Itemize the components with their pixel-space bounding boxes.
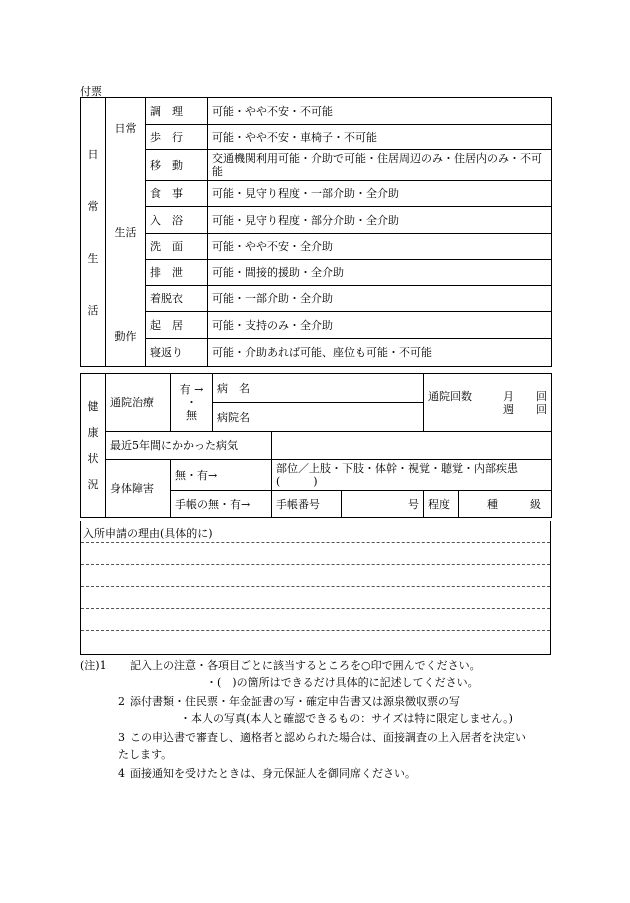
- health-group-label: 健 康 状 況: [81, 374, 106, 518]
- item-label: 移 動: [146, 150, 208, 181]
- item-label: 食 事: [146, 181, 208, 207]
- reason-line: [81, 630, 550, 631]
- health-status-table: [80, 373, 552, 518]
- disability-yes-no[interactable]: 無・有→: [171, 460, 272, 491]
- notebook-number-label: 手帳番号: [272, 491, 342, 518]
- item-options[interactable]: 可能・やや不安・不可能: [208, 98, 552, 125]
- item-label: 起 居: [146, 312, 208, 339]
- form-caption: 付票: [80, 85, 102, 98]
- daily-living-group-label: 日 常 生 活: [81, 98, 106, 367]
- item-options[interactable]: 交通機関利用可能・介助で可能・住居周辺のみ・住居内のみ・不可能: [208, 150, 552, 181]
- item-options[interactable]: 可能・見守り程度・部分介助・全介助: [208, 207, 552, 234]
- item-label: 洗 面: [146, 234, 208, 260]
- reason-line: [81, 586, 550, 587]
- daily-living-table: [80, 97, 552, 367]
- item-options[interactable]: 可能・やや不安・車椅子・不可能: [208, 125, 552, 150]
- hospital-yes-no[interactable]: 有 → ・ 無: [171, 374, 213, 432]
- item-options[interactable]: 可能・間接的援助・全介助: [208, 260, 552, 286]
- disability-label: 身体障害: [106, 460, 171, 518]
- reason-box[interactable]: [80, 521, 551, 655]
- item-label: 着脱衣: [146, 286, 208, 312]
- item-options[interactable]: 可能・介助あれば可能、座位も可能・不可能: [208, 339, 552, 367]
- disease-name-field[interactable]: 病 名: [213, 374, 424, 403]
- item-options[interactable]: 可能・支持のみ・全介助: [208, 312, 552, 339]
- notebook-yes-no[interactable]: 手帳の無・有→: [171, 491, 272, 518]
- hospital-name-field[interactable]: 病院名: [213, 403, 424, 432]
- item-label: 調 理: [146, 98, 208, 125]
- item-options[interactable]: 可能・見守り程度・一部介助・全介助: [208, 181, 552, 207]
- visit-frequency[interactable]: 通院回数 月 回 週 回: [424, 374, 552, 432]
- recent-illness-field[interactable]: [272, 432, 552, 460]
- item-options[interactable]: 可能・やや不安・全介助: [208, 234, 552, 260]
- grade-field[interactable]: 種 級: [459, 491, 552, 518]
- recent-illness-label: 最近5年間にかかった病気: [106, 432, 272, 460]
- hospital-label: 通院治療: [106, 374, 171, 432]
- daily-living-subgroup: 日常 生活 動作: [106, 98, 146, 367]
- degree-label: 程度: [424, 491, 459, 518]
- reason-line: [81, 608, 550, 609]
- disability-parts[interactable]: 部位／上肢・下肢・体幹・視覚・聴覚・内部疾患( ): [272, 460, 552, 491]
- reason-label: 入所申請の理由(具体的に): [83, 527, 213, 540]
- reason-line: [81, 564, 550, 565]
- item-label: 歩 行: [146, 125, 208, 150]
- item-label: 寝返り: [146, 339, 208, 367]
- item-options[interactable]: 可能・一部介助・全介助: [208, 286, 552, 312]
- item-label: 排 泄: [146, 260, 208, 286]
- notebook-number-field[interactable]: 号: [342, 491, 424, 518]
- reason-line: [81, 542, 550, 543]
- item-label: 入 浴: [146, 207, 208, 234]
